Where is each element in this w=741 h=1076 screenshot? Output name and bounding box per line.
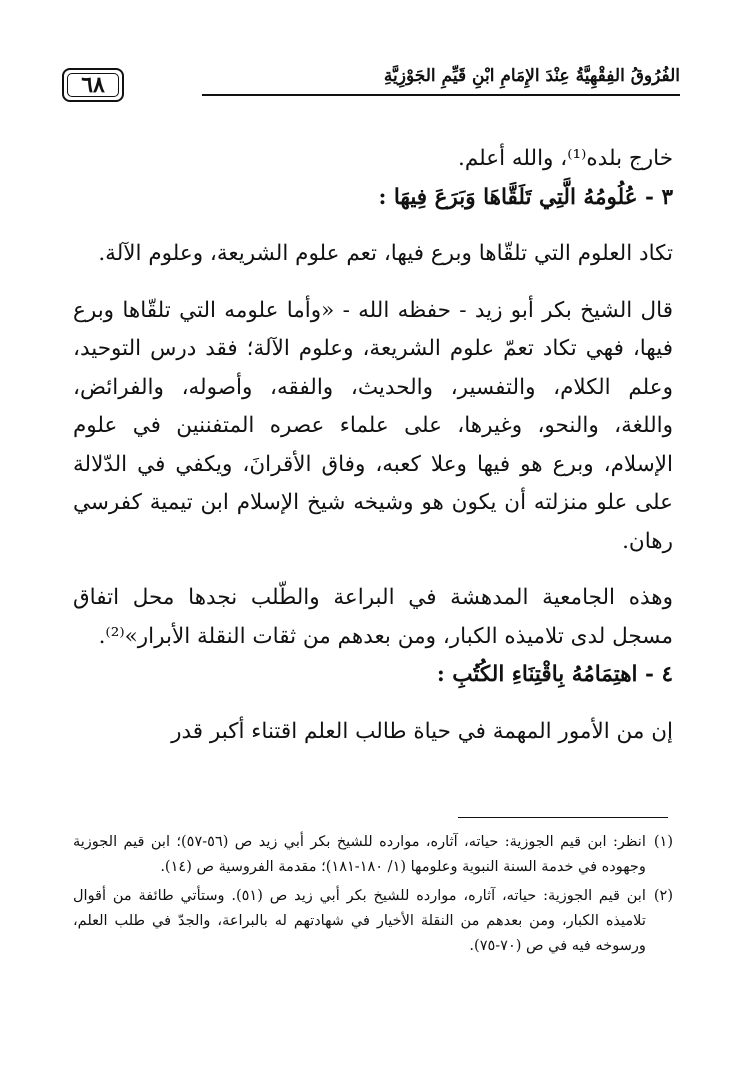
footnote-number: (٢) [653, 888, 673, 904]
footnote-text: انظر: ابن قيم الجوزية: حياته، آثاره، موارده للشيخ بكر أبي زيد ص (٥٦-٥٧)؛ ابن قيم الجوزية وجهوده في خدمة السنة النبوية وعلومها (١/ ١٨٠-١٨١)؛ مقدمة الفروسية ص (١٤). [73, 834, 646, 875]
footnote-text: ابن قيم الجوزية: حياته، آثاره، موارده للشيخ بكر أبي زيد ص (٥١). وستأتي طائفة من أقوال تلاميذه الكبار، ومن بعدهم من النقلة الأخيار في شهادتهم له بالبراعة، والجدّ في طلب العلم، ورسوخه فيه في ص (٧٠-٧٥). [73, 888, 646, 954]
footnote-separator [458, 817, 668, 818]
paragraph-1: خارج بلده⁽¹⁾، والله أعلم. [457, 146, 673, 171]
main-text [73, 140, 673, 751]
section-heading-4: ٤ - اهتِمَامُهُ بِاقْتِنَاءِ الكُتُبِ : [436, 662, 673, 687]
paragraph-3: قال الشيخ بكر أبو زيد - حفظه الله - «وأما علومه التي تلقّاها وبرع فيها، فهي تكاد تعمّ علوم الشريعة، وعلوم الآلة؛ فقد درس التوحيد، وعلم الكلام، والتفسير، والحديث، والفقه، وأصوله، والفرائض، واللغة، والنحو، وغيرها، على علماء عصره المتفننين في علوم الإسلام، وبرع هو فيها وعلا كعبه، وفاق الأقرانَ، ويكفي في الدّلالة على علو منزلته أن يكون هو وشيخه شيخ الإسلام ابن تيمية كفرسي رهان. [73, 297, 673, 554]
footnote-1 [73, 830, 673, 880]
footnote-number: (١) [653, 834, 673, 850]
paragraph-5: إن من الأمور المهمة في حياة طالب العلم اقتناء أكبر قدر [171, 718, 673, 744]
footnotes [73, 830, 673, 963]
footnote-2 [73, 884, 673, 959]
paragraph-2: تكاد العلوم التي تلقّاها وبرع فيها، تعم علوم الشريعة، وعلوم الآلة. [98, 241, 673, 266]
header-rule [202, 94, 680, 96]
page-number: ٦٨ [81, 72, 105, 98]
section-heading-3: ٣ - عُلُومُهُ الَّتِي تَلَقَّاهَا وَبَرَعَ فِيهَا : [378, 184, 673, 210]
running-title: الفُرُوقُ الفِقْهِيَّةُ عِنْدَ الإِمَامِ ابْنِ قَيِّمِ الجَوْزِيَّةِ [383, 66, 680, 86]
paragraph-4: وهذه الجامعية المدهشة في البراعة والطّلب نجدها محل اتفاق مسجل لدى تلاميذه الكبار، ومن بعدهم من ثقات النقلة الأبرار»⁽²⁾. [73, 585, 673, 649]
page-number-frame [62, 68, 124, 102]
page-header [62, 62, 680, 110]
